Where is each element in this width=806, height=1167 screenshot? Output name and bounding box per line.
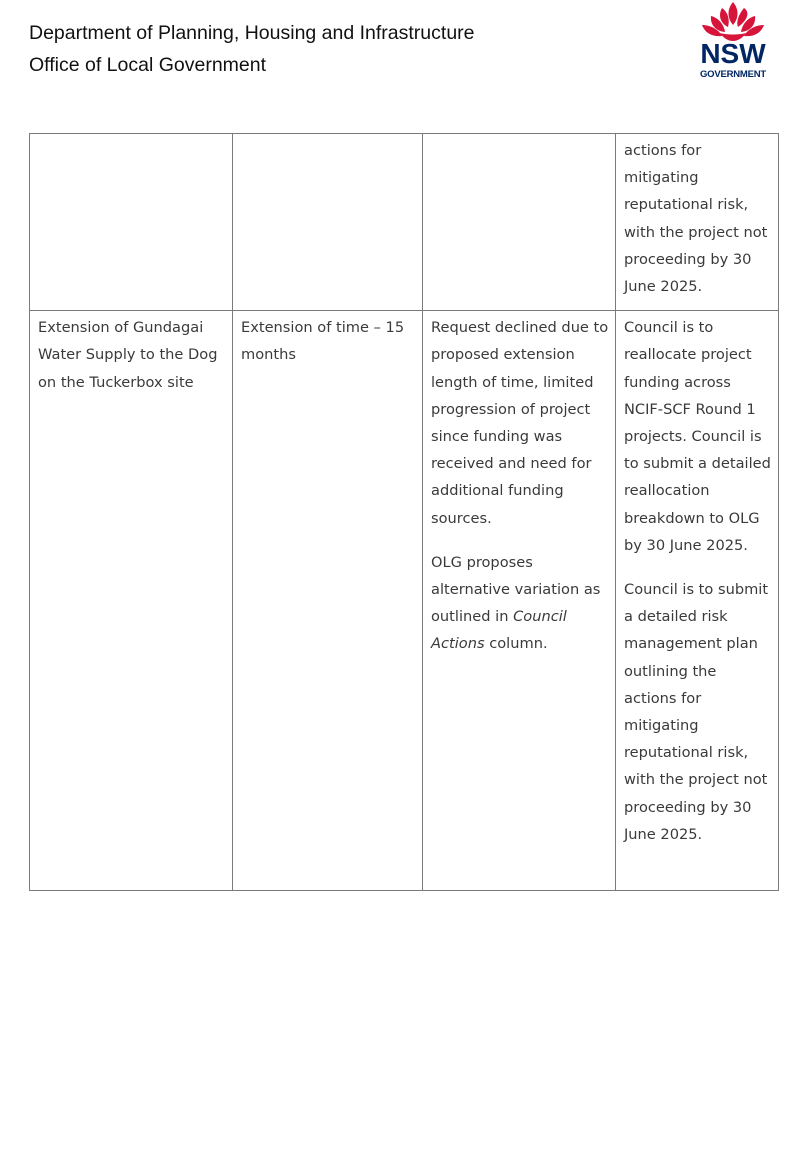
outcome-cell: [423, 134, 616, 311]
table-row: [30, 134, 779, 311]
council-actions-paragraph-1: Council is to reallocate project funding across NCIF-SCF Round 1 projects. Council is to submit a detailed reallocation breakdown to OLG by 30 June 2025.: [624, 319, 771, 554]
office-name: Office of Local Government: [29, 54, 267, 76]
nsw-government-logo: [690, 0, 776, 84]
council-actions-text: actions for mitigating reputational risk, with the project not proceeding by 30 June 2025.: [624, 142, 768, 296]
council-actions-cell: [616, 134, 779, 311]
outcome-paragraph-1: Request declined due to proposed extension length of time, limited progression of project since funding was received and need for additional funding sources.: [431, 319, 609, 527]
logo-government-text: GOVERNMENT: [699, 69, 767, 80]
council-actions-reference: Council Actions: [431, 608, 567, 653]
variation-requests-table: [29, 133, 779, 891]
outcome-cell: [423, 311, 616, 891]
council-actions-paragraph-2: Council is to submit a detailed risk management plan outlining the actions for mitigating reputational risk, with the project not proceeding by 30 June 2025.: [624, 581, 769, 843]
project-cell: [30, 311, 233, 891]
waratah-flower-icon: [690, 0, 776, 42]
variation-cell: [233, 134, 423, 311]
project-cell: [30, 134, 233, 311]
variation-requested: Extension of time – 15 months: [241, 319, 405, 364]
project-name: Extension of Gundagai Water Supply to the Dog on the Tuckerbox site: [38, 319, 218, 391]
council-actions-cell: [616, 311, 779, 891]
document-header: [29, 17, 475, 81]
department-name: Department of Planning, Housing and Infrastructure: [29, 22, 475, 44]
outcome-paragraph-2: OLG proposes alternative variation as outlined in Council Actions column.: [431, 553, 601, 653]
logo-nsw-text: NSW: [700, 38, 766, 69]
table-row: [30, 311, 779, 891]
variation-cell: [233, 311, 423, 891]
